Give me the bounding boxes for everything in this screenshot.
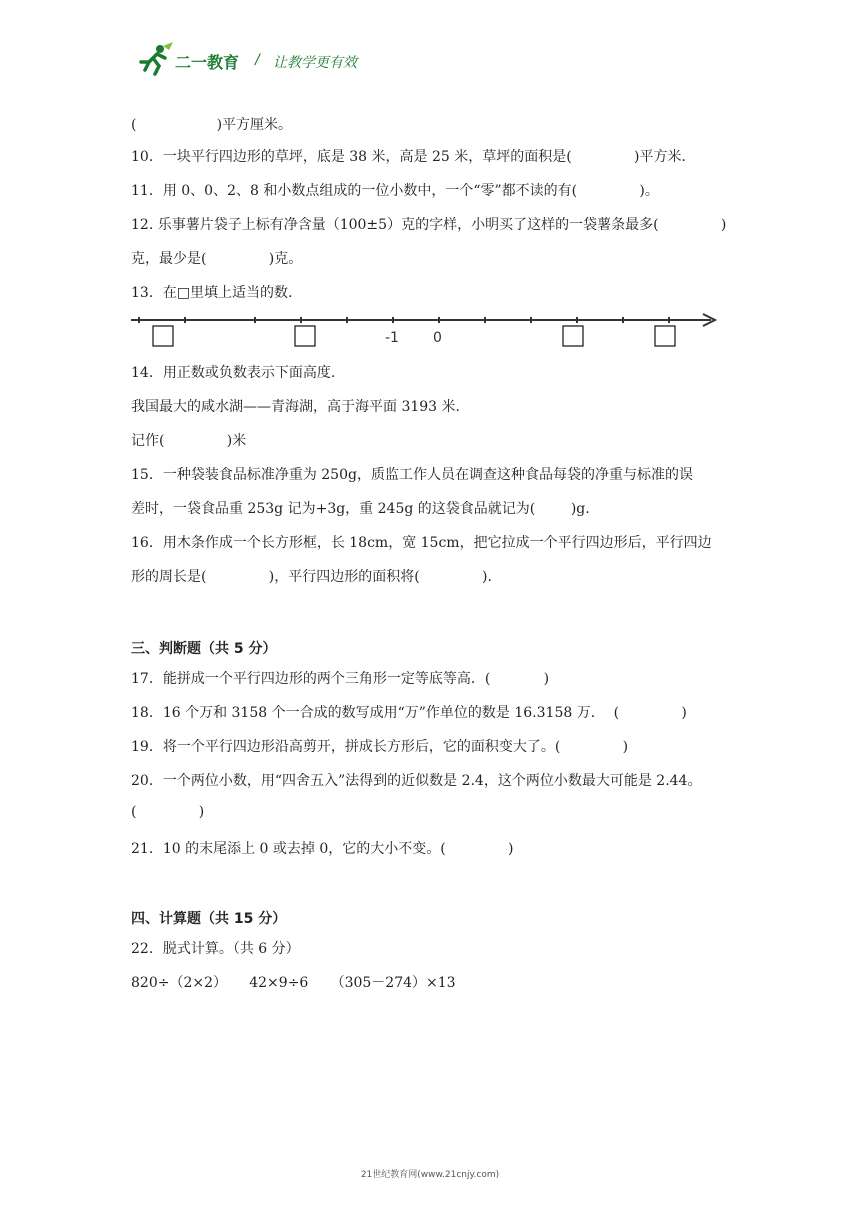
question-13: 13．在□里填上适当的数.: [131, 285, 293, 301]
answer-box: [295, 326, 315, 346]
section-4-title: 四、计算题（共 15 分）: [131, 911, 287, 927]
calculation-expressions: 820÷（2×2） 42×9÷6 （305－274）×13: [131, 975, 456, 991]
question-12-cont: 克，最少是( )克。: [131, 251, 303, 267]
question-15: 15．一种袋装食品标准净重为 250g，质监工作人员在调查这种食品每袋的净重与标准的误: [131, 467, 693, 483]
question-11: 11．用 0、0、2、8 和小数点组成的一位小数中，一个“零”都不读的有( )。: [131, 183, 659, 199]
header-slogan: 让教学更有效: [273, 55, 357, 71]
question-17: 17．能拼成一个平行四边形的两个三角形一定等底等高．( ): [131, 671, 550, 687]
question-21: 21．10 的末尾添上 0 或去掉 0，它的大小不变。( ): [131, 841, 514, 857]
page-footer: 21世纪教育网(www.21cnjy.com): [360, 1170, 500, 1180]
question-10: 10．一块平行四边形的草坪，底是 38 米，高是 25 米，草坪的面积是( )平方米．: [131, 149, 696, 165]
number-line: [131, 308, 721, 352]
tick-label: -1: [385, 330, 399, 346]
question-16-cont: 形的周长是( )，平行四边形的面积将( ).: [131, 569, 492, 585]
answer-box: [655, 326, 675, 346]
question-12: 12. 乐事薯片袋子上标有净含量（100±5）克的字样，小明买了这样的一袋薯条最多( ): [131, 217, 727, 233]
tick-label: 0: [433, 330, 442, 346]
question-14-text: 我国最大的咸水湖——青海湖，高于海平面 3193 米.: [131, 399, 460, 415]
question-16: 16．用木条作成一个长方形框，长 18cm，宽 15cm，把它拉成一个平行四边形后，平行四边: [131, 535, 712, 551]
question-20: 20．一个两位小数，用“四舍五入”法得到的近似数是 2.4，这个两位小数最大可能是 2.44。: [131, 773, 702, 789]
question-18: 18．16 个万和 3158 个一合成的数写成用“万”作单位的数是 16.3158 万． ( ): [131, 705, 687, 721]
logo-text: 二一教育: [175, 53, 240, 72]
question-22: 22．脱式计算。（共 6 分）: [131, 941, 300, 957]
header-separator: /: [255, 52, 260, 68]
answer-line: ( )平方厘米。: [131, 117, 293, 133]
page-header: [135, 40, 735, 84]
answer-box: [153, 326, 173, 346]
section-3-title: 三、判断题（共 5 分）: [131, 641, 277, 657]
answer-box: [563, 326, 583, 346]
question-15-cont: 差时，一袋食品重 253g 记为+3g，重 245g 的这袋食品就记为( )g.: [131, 501, 590, 517]
runner-logo-icon: [135, 40, 175, 80]
question-14: 14．用正数或负数表示下面高度.: [131, 365, 336, 381]
question-20-answer: ( ): [131, 804, 205, 820]
question-19: 19．将一个平行四边形沿高剪开，拼成长方形后，它的面积变大了。( ): [131, 739, 629, 755]
question-14-answer: 记作( )米: [131, 433, 247, 449]
